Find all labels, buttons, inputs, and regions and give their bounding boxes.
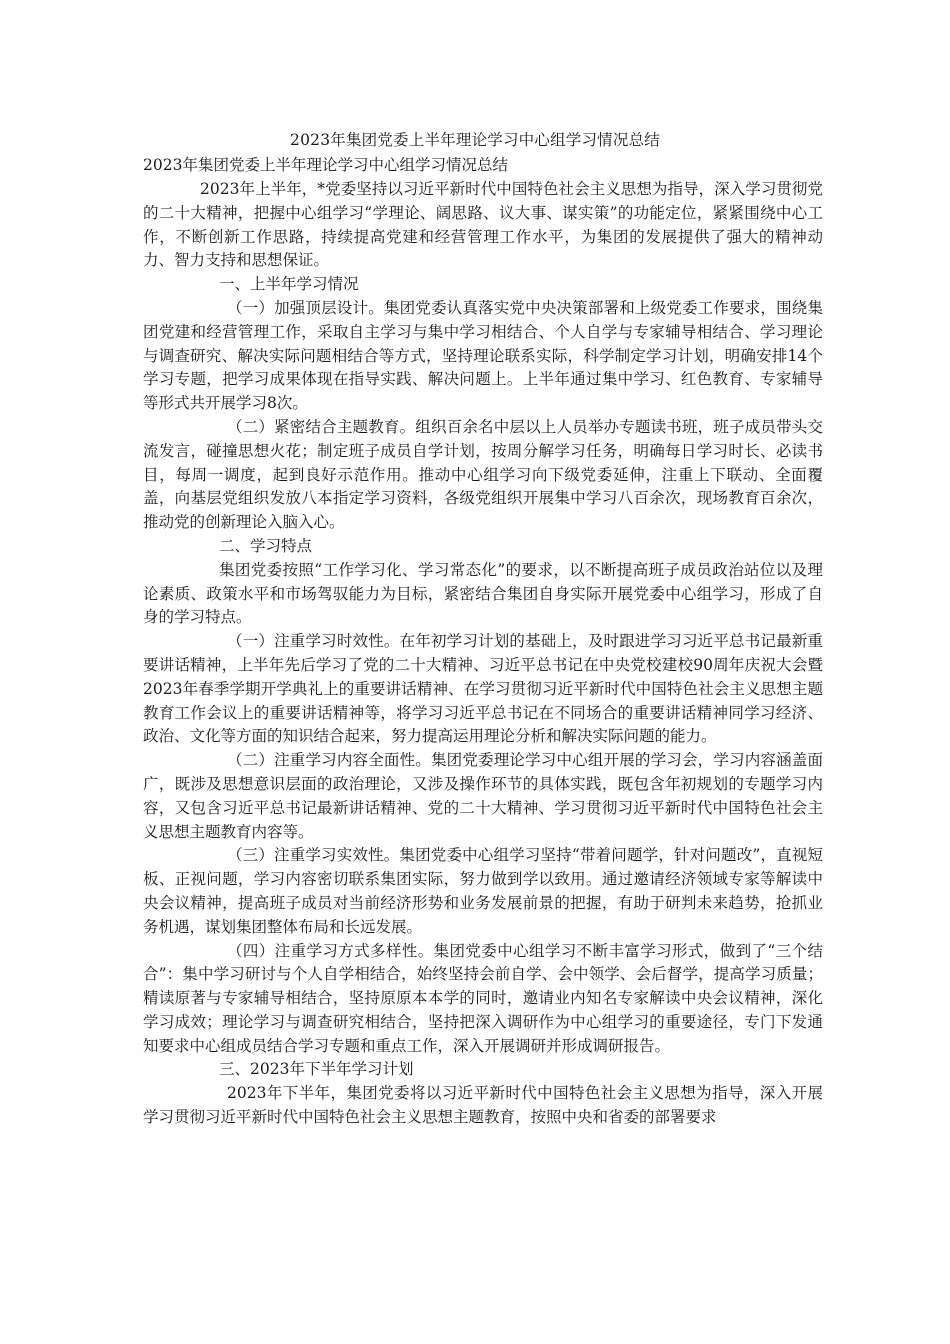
body-paragraph: （二）注重学习内容全面性。集团党委理论学习中心组开展的学习会，学习内容涵盖面广，既涉及思想意识层面的政治理论，又涉及操作环节的具体实践，既包含年初规划的专题学习内容，又包含习近平总书记最新讲话精神、党的二十大精神、学习贯彻习近平新时代中国特色社会主义思想主题教育内容等。 bbox=[143, 751, 823, 841]
intro-paragraph: 2023年上半年，*党委坚持以习近平新时代中国特色社会主义思想为指导，深入学习贯彻党的二十大精神，把握中心组学习“学理论、阔思路、议大事、谋实策”的功能定位，紧紧围绕中心工作，不断创新工作思路，持续提高党建和经营管理工作水平，为集团的发展提供了强大的精神动力、智力支持和思想保证。 bbox=[143, 180, 823, 270]
body-paragraph: （一）加强顶层设计。集团党委认真落实党中央决策部署和上级党委工作要求，围绕集团党建和经营管理工作，采取自主学习与集中学习相结合、个人自学与专家辅导相结合、学习理论与调查研究、解决实际问题相结合等方式，坚持理论联系实际，科学制定学习计划，明确安排14个学习专题，把学习成果体现在指导实践、解决问题上。上半年通过集中学习、红色教育、专家辅导等形式共开展学习8次。 bbox=[143, 298, 823, 413]
body-paragraph: 集团党委按照“工作学习化、学习常态化”的要求，以不断提高班子成员政治站位以及理论素质、政策水平和市场驾驭能力为目标，紧密结合集团自身实际开展党委中心组学习，形成了自身的学习特点。 bbox=[143, 560, 823, 627]
body-paragraph: （二）紧密结合主题教育。组织百余名中层以上人员举办专题读书班，班子成员带头交流发言，碰撞思想火花；制定班子成员自学计划，按周分解学习任务，明确每日学习时长、必读书目，每周一调度，起到良好示范作用。推动中心组学习向下级党委延伸，注重上下联动、全面覆盖，向基层党组织发放八本指定学习资料，各级党组织开展集中学习八百余次，现场教育百余次，推动党的创新理论入脑入心。 bbox=[143, 417, 823, 532]
document-body bbox=[143, 178, 823, 1130]
section-heading-1: 一、上半年学习情况 bbox=[219, 275, 359, 294]
document-title-centered: 2023年集团党委上半年理论学习中心组学习情况总结 bbox=[290, 131, 660, 149]
body-paragraph: （四）注重学习方式多样性。集团党委中心组学习不断丰富学习形式，做到了“三个结合”：集中学习研讨与个人自学相结合，始终坚持会前自学、会中领学、会后督学，提高学习质量；精读原著与专家辅导相结合，坚持原原本本学的同时，邀请业内知名专家解读中央会议精神，深化学习成效；理论学习与调查研究相结合，坚持把深入调研作为中心组学习的重要途径，专门下发通知要求中心组成员结合学习专题和重点工作，深入开展调研并形成调研报告。 bbox=[143, 941, 823, 1055]
section-heading-3: 三、2023年下半年学习计划 bbox=[219, 1060, 414, 1079]
body-paragraph: 2023年下半年，集团党委将以习近平新时代中国特色社会主义思想为指导，深入开展学习贯彻习近平新时代中国特色社会主义思想主题教育，按照中央和省委的部署要求 bbox=[143, 1084, 823, 1127]
body-paragraph: （三）注重学习实效性。集团党委中心组学习坚持“带着问题学，针对问题改”，直视短板、正视问题，学习内容密切联系集团实际，努力做到学以致用。通过邀请经济领域专家等解读中央会议精神，提高班子成员对当前经济形势和业务发展前景的把握，有助于研判未来趋势，抢抓业务机遇，谋划集团整体布局和长远发展。 bbox=[143, 846, 823, 936]
document-title-repeat: 2023年集团党委上半年理论学习中心组学习情况总结 bbox=[143, 156, 508, 174]
body-paragraph: （一）注重学习时效性。在年初学习计划的基础上，及时跟进学习习近平总书记最新重要讲话精神，上半年先后学习了党的二十大精神、习近平总书记在中央党校建校90周年庆祝大会暨2023年春季学期开学典礼上的重要讲话精神、在学习贯彻习近平新时代中国特色社会主义思想主题教育工作会议上的重要讲话精神等，将学习习近平总书记在不同场合的重要讲话精神同学习经济、政治、文化等方面的知识结合起来，努力提高运用理论分析和解决实际问题的能力。 bbox=[143, 632, 823, 746]
section-heading-2: 二、学习特点 bbox=[219, 536, 313, 555]
